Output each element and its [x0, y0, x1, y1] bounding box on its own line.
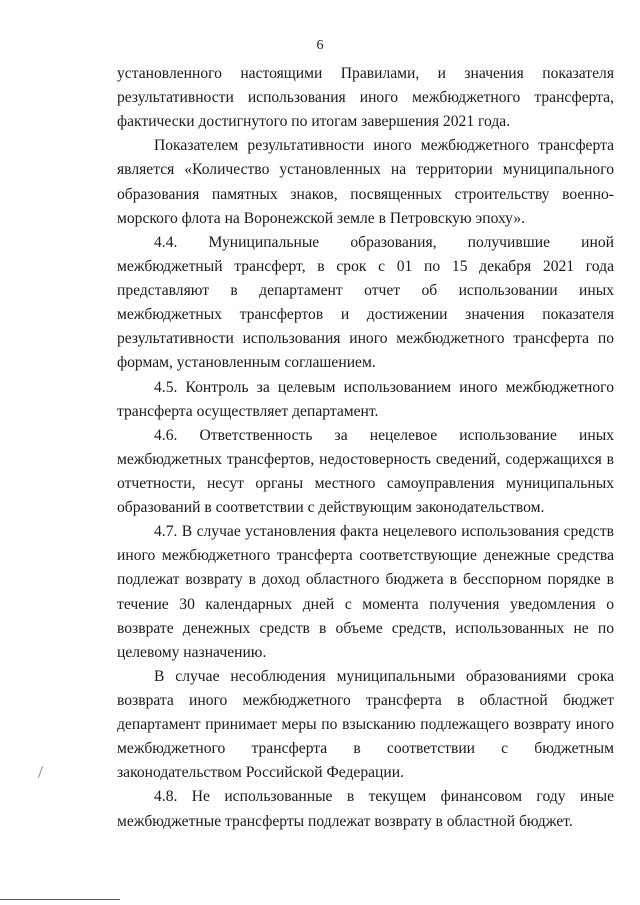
paragraph-clause-4-4: 4.4. Муниципальные образования, получившие иной межбюджетный трансферт, в срок с 01 по 15 декабря 2021 года представляют в департамент отчет об использовании иных межбюджетных трансфертов и достижении значения показателя результативности использования иного межбюджетного трансферта по формам, установленным соглашением. — [117, 233, 614, 372]
paragraph-clause-4-6: 4.6. Ответственность за нецелевое использование иных межбюджетных трансфертов, недостоверность сведений, содержащихся в отчетности, несут органы местного самоуправления муниципальных образований в соответствии с действующим законодательством. — [117, 426, 614, 517]
bottom-rule — [0, 899, 120, 900]
paragraph-clause-4-8: 4.8. Не использованные в текущем финансовом году иные межбюджетные трансферты подлежат возврату в областной бюджет. — [117, 788, 614, 830]
paragraph-continuation: установленного настоящими Правилами, и значения показателя результативности использования иного межбюджетного трансферта, фактически достигнутого по итогам завершения 2021 года. — [117, 65, 614, 131]
paragraph-clause-4-7-continuation: В случае несоблюдения муниципальными образованиями срока возврата иного межбюджетного трансферта в областной бюджет департамент принимает меры по взысканию подлежащего возврату иного межбюджетного трансферта в соответствии с бюджетным законодательством Российской Федерации. — [117, 667, 614, 782]
paragraph-indicator: Показателем результативности иного межбюджетного трансферта является «Количество установленных на территории муниципального образования памятных знаков, посвященных строительству военно-морского флота на Воронежской земле в Петровскую эпоху». — [117, 137, 614, 227]
paragraph-clause-4-7: 4.7. В случае установления факта нецелевого использования средств иного межбюджетного трансферта соответствующие денежные средства подлежат возврату в доход областного бюджета в бесспорном порядке в течение 30 календарных дней с момента получения уведомления о возврате денежных средств в объеме средств, использованных не по целевому назначению. — [117, 523, 614, 661]
margin-mark — [38, 766, 43, 778]
paragraph-clause-4-5: 4.5. Контроль за целевым использованием иного межбюджетного трансферта осуществляет департамент. — [117, 378, 614, 420]
document-body — [117, 62, 614, 834]
page-number: 6 — [316, 38, 324, 53]
